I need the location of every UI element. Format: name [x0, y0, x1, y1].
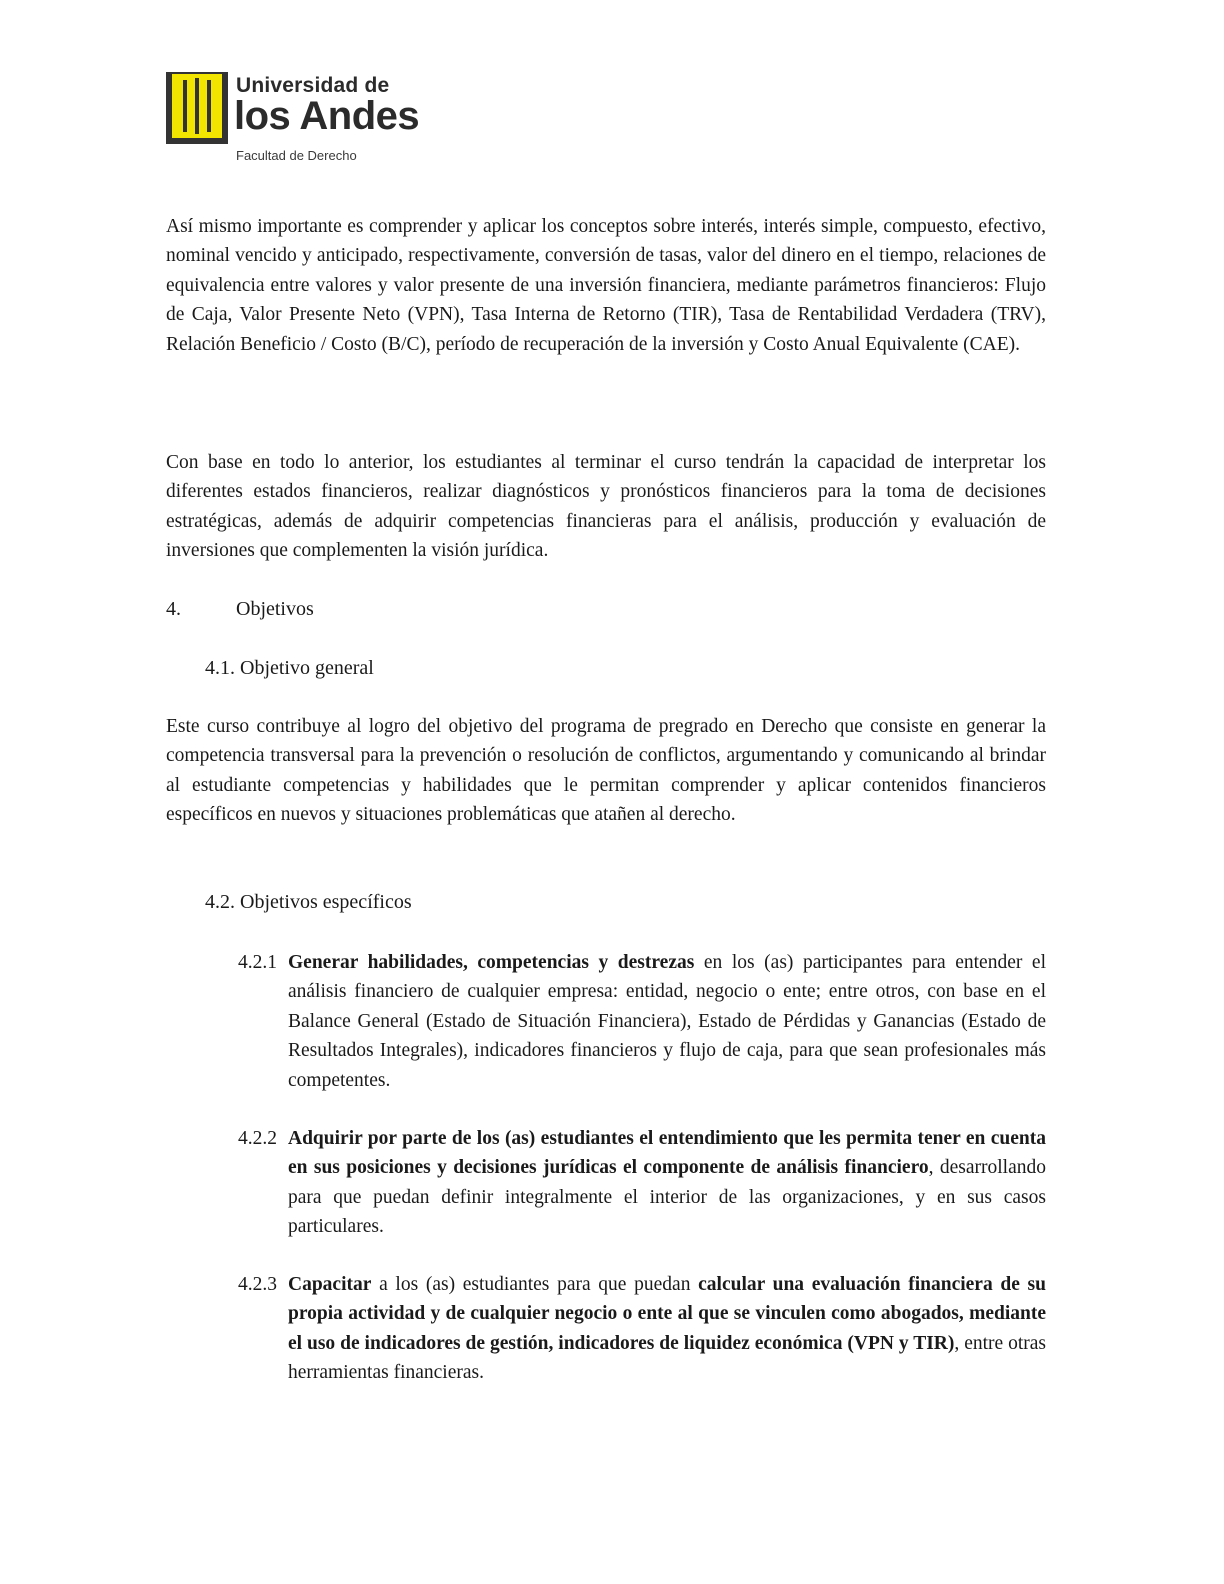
university-logo — [166, 68, 420, 168]
logo-text-line1: Universidad de — [236, 74, 390, 97]
item-text — [288, 1124, 1046, 1242]
item-text — [288, 948, 1046, 1095]
item-body: en los (as) participantes para entender el análisis financiero de cualquier empresa: entidad, negocio o ente; entre otros, con base en el Balance General (Estado de Situación Financiera), Estado de Pérdidas y Ganancias (Estado de Resultados Integrales), indicadores financieros y flujo de caja, para que sean profesionales más competentes. — [288, 952, 1046, 1091]
paragraph-concepts: Así mismo importante es comprender y aplicar los conceptos sobre interés, interés simple, compuesto, efectivo, nominal vencido y anticipado, respectivamente, conversión de tasas, valor del dinero en el tiempo, relaciones de equivalencia entre valores y valor presente de una inversión financiera, mediante parámetros financieros: Flujo de Caja, Valor Presente Neto (VPN), Tasa Interna de Retorno (TIR), Tasa de Rentabilidad Verdadera (TRV), Relación Beneficio / Costo (B/C), período de recuperación de la inversión y Costo Anual Equivalente (CAE). — [166, 216, 1046, 355]
specific-objective-item — [238, 948, 1046, 1095]
general-objective-text: Este curso contribuye al logro del objetivo del programa de pregrado en Derecho que consiste en generar la competencia transversal para la prevención o resolución de conflictos, argumentando y comunicando al brindar al estudiante competencias y habilidades que le permitan comprender y aplicar contenidos financieros específicos en nuevos y situaciones problemáticas que atañen al derecho. — [166, 716, 1046, 826]
logo-text-line2: los Andes — [234, 94, 420, 138]
item-text — [288, 1270, 1046, 1388]
university-shield-icon — [166, 72, 228, 144]
specific-objective-item — [238, 1124, 1046, 1242]
item-number: 4.2.1 — [238, 952, 277, 973]
item-body-2: , entre otras herramientas financieras. — [288, 1332, 1046, 1384]
item-body: , desarrollando para que puedan definir integralmente el interior de las organizaciones, y en sus casos particulares. — [288, 1157, 1046, 1238]
specific-objective-item — [238, 1270, 1046, 1388]
item-number: 4.2.3 — [238, 1274, 277, 1295]
specific-objectives-heading: 4.2. Objetivos específicos — [205, 891, 412, 913]
section-title: Objetivos — [236, 598, 314, 620]
section-heading — [166, 595, 314, 624]
paragraph-capacity: Con base en todo lo anterior, los estudiantes al terminar el curso tendrán la capacidad de interpretar los diferentes estados financieros, realizar diagnósticos y pronósticos financieros para la toma de decisiones estratégicas, además de adquirir competencias financieras para el análisis, producción y evaluación de inversiones que complementen la visión jurídica. — [166, 452, 1046, 562]
section-number: 4. — [166, 598, 181, 620]
item-number: 4.2.2 — [238, 1128, 277, 1149]
item-body: a los (as) estudiantes para que puedan — [371, 1274, 699, 1295]
general-objective-heading: 4.1. Objetivo general — [205, 657, 374, 679]
item-lead: Adquirir por parte de los (as) estudiantes el entendimiento que les permita tener en cuenta en sus posiciones y decisiones jurídicas el componente de análisis financiero — [288, 1128, 1046, 1179]
item-lead: Generar habilidades, competencias y destrezas — [288, 952, 695, 973]
logo-text-faculty: Facultad de Derecho — [236, 148, 357, 163]
item-lead: Capacitar — [288, 1274, 372, 1295]
item-lead-2: calcular una evaluación financiera de su propia actividad y de cualquier negocio o ente al que se vinculen como abogados, mediante el uso de indicadores de gestión, indicadores de liquidez económica (VPN y TIR) — [288, 1274, 1046, 1354]
